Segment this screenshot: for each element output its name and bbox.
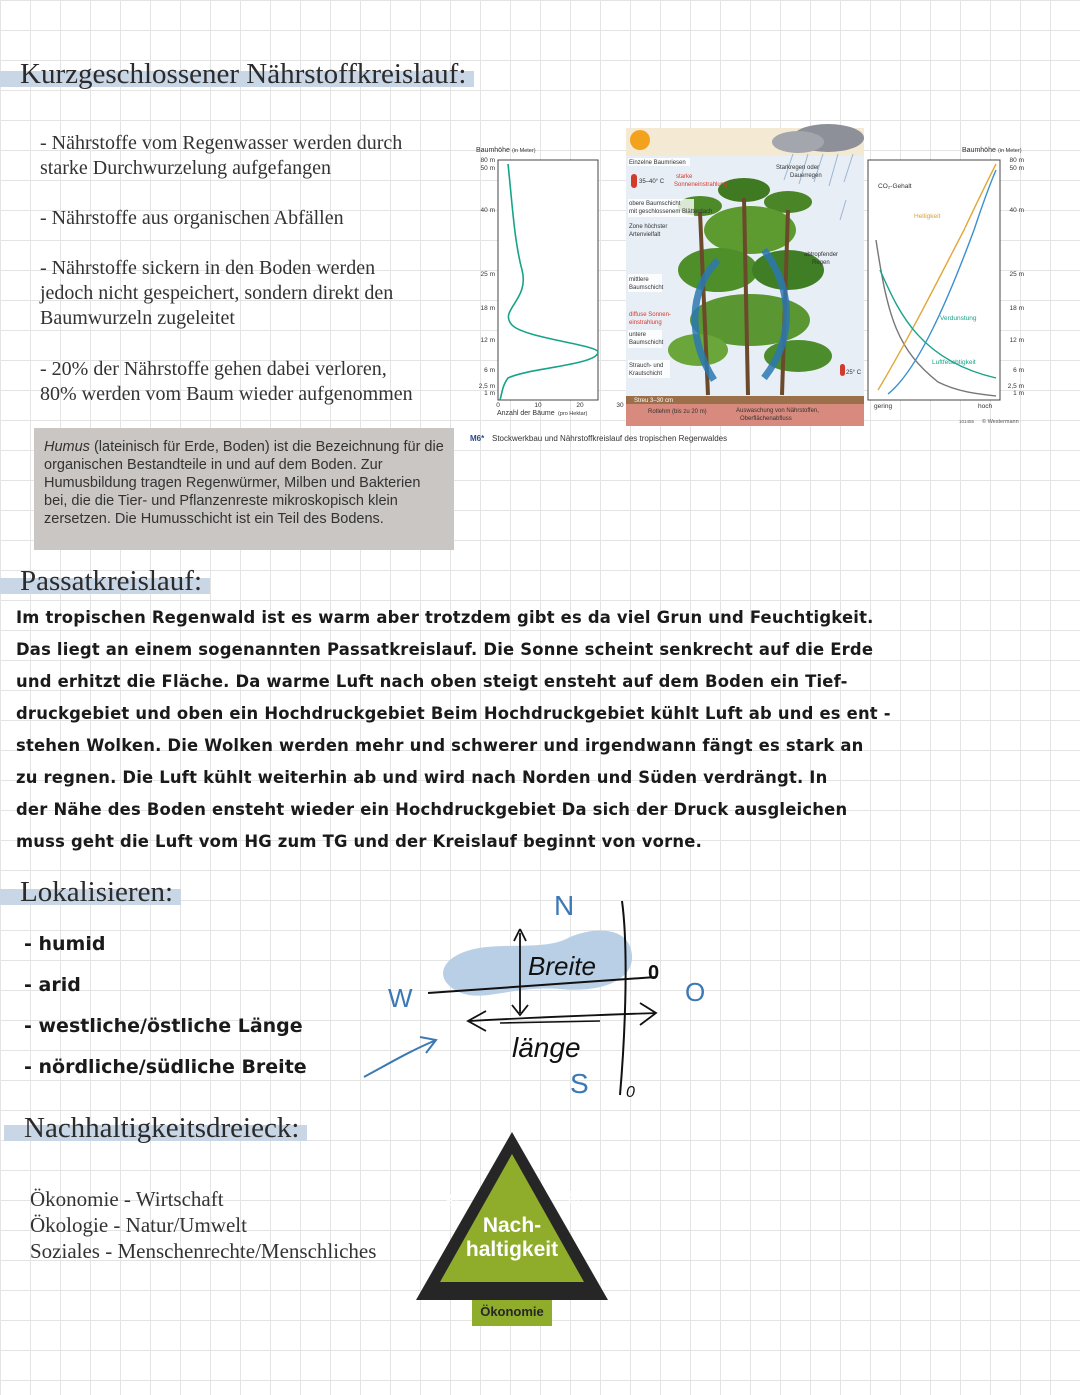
svg-text:25 m: 25 m: [1009, 271, 1024, 278]
zero-longitude-label: 0: [648, 962, 660, 984]
svg-text:20: 20: [576, 402, 584, 409]
svg-text:Baumschicht: Baumschicht: [629, 340, 664, 346]
x-axis-ticks: [496, 402, 624, 409]
east-label: O: [685, 977, 706, 1007]
sustainability-triangle: [412, 1130, 612, 1330]
humus-definition-box: [34, 428, 454, 550]
svg-text:Luftfeuchtigkeit: Luftfeuchtigkeit: [932, 359, 976, 366]
figure-code: 101455: [959, 419, 975, 424]
list-item: Ökologie - Natur/Umwelt: [30, 1213, 247, 1237]
triangle-bottom-label: Ökonomie: [480, 1304, 544, 1319]
nutrient-bullet: - 20% der Nährstoffe gehen dabei verloren, 80% werden vom Baum wieder aufgenommen: [40, 358, 413, 405]
svg-text:50 m: 50 m: [480, 165, 495, 172]
svg-text:obere Baumschicht: obere Baumschicht: [629, 201, 681, 207]
humus-term: Humus: [44, 439, 90, 455]
longitude-arrow: [468, 1003, 656, 1031]
svg-text:12 m: 12 m: [1009, 337, 1024, 344]
svg-text:Baumschicht: Baumschicht: [629, 285, 664, 291]
svg-text:gering: gering: [874, 403, 893, 410]
svg-text:einstrahlung: einstrahlung: [629, 320, 662, 326]
lokalisieren-list: [24, 924, 307, 1088]
left-axis-unit: (in Meter): [512, 148, 536, 154]
svg-text:Regen: Regen: [812, 260, 830, 266]
nutrient-bullet: - Nährstoffe aus organischen Abfällen: [40, 207, 344, 229]
meridian-line: [620, 901, 626, 1095]
svg-text:10: 10: [534, 402, 542, 409]
svg-text:2,5 m: 2,5 m: [478, 383, 495, 390]
svg-text:Starkregen oder: Starkregen oder: [776, 165, 820, 171]
svg-text:diffuse Sonnen-: diffuse Sonnen-: [629, 312, 671, 318]
list-item: Ökonomie - Wirtschaft: [30, 1187, 224, 1211]
section-heading-nutrient: Kurzgeschlossener Nährstoffkreislauf:: [0, 58, 474, 91]
svg-text:Strauch- und: Strauch- und: [629, 363, 664, 369]
svg-text:Verdunstung: Verdunstung: [940, 315, 977, 322]
svg-text:Streu 3–30 cm: Streu 3–30 cm: [634, 398, 674, 404]
zero-latitude-label: 0: [626, 1084, 635, 1101]
svg-text:hoch: hoch: [978, 403, 993, 410]
triangle-right-label: Soziales: [557, 1179, 594, 1229]
coordinate-sketch: [360, 885, 720, 1110]
svg-text:Sonneneinstrahlung: Sonneneinstrahlung: [674, 182, 728, 188]
svg-text:Zone höchster: Zone höchster: [629, 224, 668, 230]
list-item: - humid: [24, 933, 106, 955]
svg-text:18 m: 18 m: [480, 305, 495, 312]
nutrient-bullet-list: [40, 131, 460, 407]
breite-label: Breite: [528, 951, 596, 981]
passat-handwritten-text: Im tropischen Regenwald ist es warm aber trotzdem gibt es da viel Grun und Feuchtigkeit. Das liegt an einem sogenannten Passatkreislauf. Die Sonne scheint senkrecht auf die Erde und erhitzt die Fläche. Da warme Luft nach oben steigt ensteht auf dem Boden ein Tief- druckgebiet und oben ein Hochdruckgebiet Beim Hochdruckgebiet kühlt Luft ab und es ent - stehen Wolken. Die Wolken werden mehr und schwerer und irgendwann fängt es stark an zu regnen. Die Luft kühlt weiterhin ab und wird nach Norden und Süden verdrängt. In der Nähe des Boden ensteht wieder ein Hochdruckgebiet Da sich der Druck ausgleichen muss geht die Luft vom HG zum TG und der Kreislauf beginnt von vorne.: [16, 608, 891, 851]
tree-count-graph-frame: [498, 160, 598, 400]
triangle-center-line1: Nach-: [482, 1214, 542, 1237]
pointer-arrow: [364, 1037, 436, 1077]
right-axis-unit: (in Meter): [998, 148, 1022, 154]
list-item: Soziales - Menschenrechte/Menschliches: [30, 1239, 377, 1263]
svg-text:Helligkeit: Helligkeit: [914, 213, 941, 220]
svg-text:1 m: 1 m: [484, 390, 495, 397]
svg-text:starke: starke: [676, 174, 693, 180]
svg-text:2,5 m: 2,5 m: [1007, 383, 1024, 390]
list-item: - nördliche/südliche Breite: [24, 1056, 307, 1078]
right-axis-title: Baumhöhe: [962, 147, 996, 154]
svg-text:1 m: 1 m: [1013, 390, 1024, 397]
sun-icon: [630, 130, 650, 150]
south-label: S: [570, 1068, 589, 1099]
nutrient-bullet: - Nährstoffe vom Regenwasser werden durch starke Durchwurzelung aufgefangen: [40, 132, 403, 179]
svg-text:Auswaschung von Nährstoffen,: Auswaschung von Nährstoffen,: [736, 408, 819, 414]
svg-text:Einzelne Baumriesen: Einzelne Baumriesen: [629, 160, 686, 166]
west-label: W: [388, 983, 413, 1013]
svg-text:80 m: 80 m: [1009, 157, 1024, 164]
svg-text:40 m: 40 m: [480, 207, 495, 214]
right-height-ticks: [1008, 157, 1024, 397]
svg-text:Oberflächenabfluss: Oberflächenabfluss: [740, 416, 792, 422]
forest-illustration: [626, 124, 864, 426]
svg-text:Artenvielfalt: Artenvielfalt: [629, 232, 661, 238]
svg-text:12 m: 12 m: [480, 337, 495, 344]
left-height-ticks: [479, 157, 495, 397]
list-item: - westliche/östliche Länge: [24, 1015, 303, 1037]
svg-text:6 m: 6 m: [1013, 367, 1024, 374]
section-heading-lokalisieren: Lokalisieren:: [0, 876, 181, 909]
svg-text:25 m: 25 m: [480, 271, 495, 278]
figure-caption-label: M6*: [470, 434, 485, 443]
svg-text:80 m: 80 m: [480, 157, 495, 164]
section-heading-nachhaltigkeit: Nachhaltigkeitsdreieck:: [4, 1112, 307, 1145]
svg-text:abtropfender: abtropfender: [804, 252, 839, 258]
svg-text:Dauerregen: Dauerregen: [790, 173, 822, 179]
humus-text: (lateinisch für Erde, Boden) ist die Bezeichnung für die organischen Bestandteile in und auf dem Boden. Zur Humusbildung tragen Regenwürmer, Milben und Bakterien bei, die die Tier- und Pflanzenreste mikroskopisch klein zersetzen. Die Humusschicht ist ein Teil des Bodens.: [44, 439, 444, 527]
svg-text:6 m: 6 m: [484, 367, 495, 374]
svg-text:Krautschicht: Krautschicht: [629, 371, 663, 377]
nutrient-bullet: - Nährstoffe sickern in den Boden werden jedoch nicht gespeichert, sondern direkt den Baumwurzeln zugeleitet: [40, 257, 394, 329]
svg-text:25° C: 25° C: [846, 370, 862, 376]
svg-text:18 m: 18 m: [1009, 305, 1024, 312]
x-axis-label: Anzahl der Bäume: [497, 410, 555, 417]
svg-text:CO₂-Gehalt: CO₂-Gehalt: [878, 183, 912, 190]
svg-text:Rotlehm (bis zu 20 m): Rotlehm (bis zu 20 m): [648, 409, 707, 415]
svg-text:50 m: 50 m: [1009, 165, 1024, 172]
nachhaltigkeit-list: [30, 1186, 376, 1264]
svg-text:untere: untere: [629, 332, 647, 338]
section-heading-passat: Passatkreislauf:: [0, 565, 210, 598]
north-label: N: [554, 890, 575, 921]
svg-text:0: 0: [496, 402, 500, 409]
svg-text:mittlere: mittlere: [629, 277, 649, 283]
svg-text:40 m: 40 m: [1009, 207, 1024, 214]
figure-caption: Stockwerkbau und Nährstoffkreislauf des tropischen Regenwaldes: [492, 434, 728, 443]
figure-copyright: © Westermann: [982, 419, 1019, 425]
rainforest-stratification-figure: [468, 120, 1038, 450]
svg-text:mit geschlossenem Blätterdach: mit geschlossenem Blätterdach: [629, 209, 713, 215]
x-axis-unit: (pro Hektar): [558, 411, 588, 417]
triangle-center-line2: haltigkeit: [465, 1238, 559, 1261]
laenge-label: länge: [512, 1032, 581, 1063]
svg-text:35–40° C: 35–40° C: [639, 179, 665, 185]
left-axis-title: Baumhöhe: [476, 147, 510, 154]
svg-text:30: 30: [616, 402, 624, 409]
triangle-left-label: Ökologie: [427, 1180, 466, 1232]
list-item: - arid: [24, 974, 81, 996]
